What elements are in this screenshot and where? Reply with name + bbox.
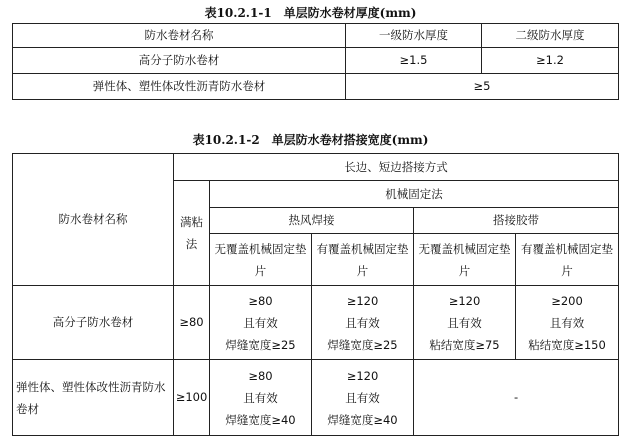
cell-line: ≥120 [346, 368, 379, 383]
table-cell: 高分子防水卷材 [13, 48, 346, 74]
cell-line: ≥80 [248, 368, 273, 383]
cell-line: 且有效 [549, 315, 585, 330]
table-cell [312, 286, 414, 360]
cell-line: 且有效 [345, 390, 380, 405]
cell-line: ≥120 [346, 293, 379, 308]
cell-line: ≥120 [448, 293, 481, 308]
table-row [13, 48, 619, 74]
table-cell: 高分子防水卷材 [13, 286, 174, 360]
table-cell [210, 360, 312, 436]
header-cell: 无覆盖机械固定垫片 [414, 234, 516, 286]
table-cell: - [414, 360, 619, 436]
table2-caption: 表10.2.1-2 单层防水卷材搭接宽度(mm) [192, 133, 429, 147]
table-cell: ≥1.5 [346, 48, 482, 74]
table-row [13, 360, 619, 436]
cell-line: 且有效 [345, 315, 380, 330]
table-cell: ≥5 [346, 74, 619, 100]
header-cell: 防水卷材名称 [13, 24, 346, 48]
table-row [13, 74, 619, 100]
cell-line: ≥200 [551, 293, 583, 308]
cell-line: 粘结宽度≥150 [528, 337, 606, 352]
header-cell: 热风焊接 [210, 208, 414, 234]
cell-line: 且有效 [447, 315, 482, 330]
header-cell: 长边、短边搭接方式 [174, 154, 619, 181]
table1-caption: 表10.2.1-1 单层防水卷材厚度(mm) [204, 6, 417, 20]
table-cell [414, 286, 516, 360]
table-cell [312, 360, 414, 436]
header-cell: 有覆盖机械固定垫片 [516, 234, 619, 286]
table-cell: 弹性体、塑性体改性沥青防水卷材 [13, 74, 346, 100]
cell-line: 焊缝宽度≥25 [225, 337, 296, 352]
header-cell: 二级防水厚度 [482, 24, 619, 48]
cell-line: 焊缝宽度≥40 [327, 412, 398, 427]
cell-line: 焊缝宽度≥40 [225, 412, 296, 427]
cell-line: ≥80 [248, 293, 273, 308]
table-row [13, 286, 619, 360]
table-cell [210, 286, 312, 360]
table-cell: ≥100 [174, 360, 210, 436]
table-cell [516, 286, 619, 360]
header-cell: 搭接胶带 [414, 208, 619, 234]
thickness-table [12, 23, 619, 100]
header-cell: 有覆盖机械固定垫片 [312, 234, 414, 286]
lap-width-table [12, 153, 619, 436]
table-cell: ≥1.2 [482, 48, 619, 74]
cell-line: 粘结宽度≥75 [429, 337, 500, 352]
table-cell: 弹性体、塑性体改性沥青防水卷材 [13, 360, 174, 436]
table-cell: ≥80 [174, 286, 210, 360]
table-row [13, 154, 619, 181]
table-row [13, 24, 619, 48]
cell-line: 且有效 [243, 390, 278, 405]
header-cell: 一级防水厚度 [346, 24, 482, 48]
header-cell: 防水卷材名称 [13, 154, 174, 286]
cell-line: 且有效 [243, 315, 278, 330]
header-cell: 无覆盖机械固定垫片 [210, 234, 312, 286]
header-cell: 满粘法 [174, 181, 210, 286]
header-cell: 机械固定法 [210, 181, 619, 208]
cell-line: 焊缝宽度≥25 [327, 337, 398, 352]
